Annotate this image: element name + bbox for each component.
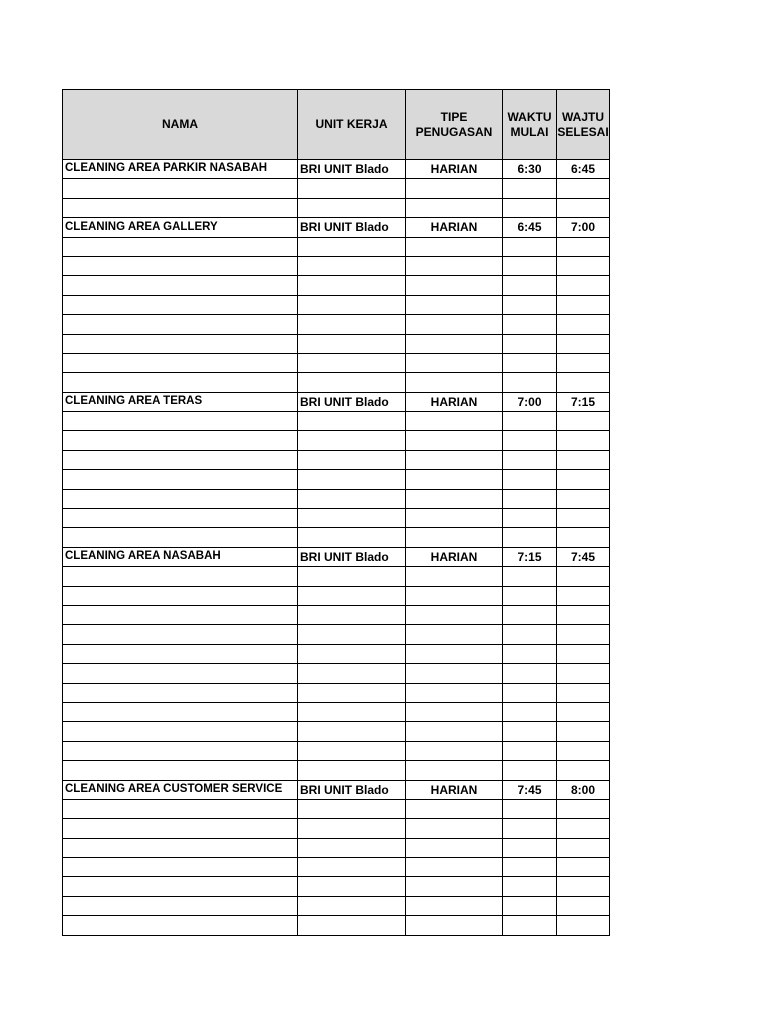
empty-cell[interactable] [298, 799, 406, 818]
empty-cell[interactable] [503, 334, 557, 353]
blank-row [63, 819, 610, 838]
task-waktu-mulai[interactable]: 6:45 [503, 218, 557, 237]
blank-row [63, 858, 610, 877]
task-name[interactable]: CLEANING AREA CUSTOMER SERVICE [63, 780, 298, 799]
task-tipe-penugasan[interactable]: HARIAN [406, 547, 503, 566]
empty-cell[interactable] [406, 605, 503, 624]
empty-cell[interactable] [503, 567, 557, 586]
empty-cell[interactable] [503, 237, 557, 256]
empty-cell[interactable] [503, 256, 557, 275]
blank-row [63, 644, 610, 663]
empty-cell[interactable] [503, 664, 557, 683]
empty-cell[interactable] [63, 276, 298, 295]
empty-cell[interactable] [503, 528, 557, 547]
blank-row [63, 722, 610, 741]
empty-cell[interactable] [406, 567, 503, 586]
task-waktu-selesai[interactable]: 7:45 [557, 547, 610, 566]
empty-cell[interactable] [298, 353, 406, 372]
empty-cell[interactable] [63, 237, 298, 256]
empty-cell[interactable] [503, 858, 557, 877]
empty-cell[interactable] [298, 761, 406, 780]
task-row [63, 160, 610, 179]
empty-cell[interactable] [406, 528, 503, 547]
empty-cell[interactable] [503, 799, 557, 818]
empty-cell[interactable] [503, 877, 557, 896]
empty-cell[interactable] [298, 838, 406, 857]
empty-cell[interactable] [503, 315, 557, 334]
task-name[interactable]: CLEANING AREA TERAS [63, 392, 298, 411]
empty-cell[interactable] [557, 528, 610, 547]
empty-cell[interactable] [298, 295, 406, 314]
task-name[interactable]: CLEANING AREA NASABAH [63, 547, 298, 566]
empty-cell[interactable] [503, 295, 557, 314]
empty-cell[interactable] [298, 450, 406, 469]
empty-cell[interactable] [557, 896, 610, 915]
task-waktu-selesai[interactable]: 6:45 [557, 160, 610, 179]
empty-cell[interactable] [503, 179, 557, 198]
empty-cell[interactable] [503, 605, 557, 624]
empty-cell[interactable] [63, 373, 298, 392]
blank-row [63, 450, 610, 469]
empty-cell[interactable] [298, 431, 406, 450]
empty-cell[interactable] [406, 431, 503, 450]
header-row [63, 90, 610, 160]
blank-row [63, 509, 610, 528]
empty-cell[interactable] [406, 509, 503, 528]
empty-cell[interactable] [298, 586, 406, 605]
task-tipe-penugasan[interactable]: HARIAN [406, 780, 503, 799]
task-waktu-selesai[interactable]: 8:00 [557, 780, 610, 799]
empty-cell[interactable] [406, 489, 503, 508]
schedule-table [62, 89, 610, 936]
schedule-body [63, 160, 610, 936]
empty-cell[interactable] [557, 412, 610, 431]
empty-cell[interactable] [298, 198, 406, 217]
empty-cell[interactable] [63, 799, 298, 818]
empty-cell[interactable] [557, 315, 610, 334]
empty-cell[interactable] [406, 625, 503, 644]
empty-cell[interactable] [63, 295, 298, 314]
empty-cell[interactable] [557, 334, 610, 353]
empty-cell[interactable] [503, 509, 557, 528]
task-waktu-mulai[interactable]: 7:45 [503, 780, 557, 799]
empty-cell[interactable] [503, 470, 557, 489]
header-unit-kerja: UNIT KERJA [298, 90, 406, 160]
empty-cell[interactable] [503, 683, 557, 702]
empty-cell[interactable] [63, 838, 298, 857]
blank-row [63, 586, 610, 605]
empty-cell[interactable] [298, 179, 406, 198]
empty-cell[interactable] [503, 916, 557, 935]
empty-cell[interactable] [298, 276, 406, 295]
empty-cell[interactable] [298, 605, 406, 624]
task-tipe-penugasan[interactable]: HARIAN [406, 160, 503, 179]
empty-cell[interactable] [503, 722, 557, 741]
empty-cell[interactable] [298, 702, 406, 721]
empty-cell[interactable] [298, 315, 406, 334]
empty-cell[interactable] [406, 586, 503, 605]
header-waktu-mulai: WAKTU MULAI [503, 90, 557, 160]
empty-cell[interactable] [63, 916, 298, 935]
empty-cell[interactable] [63, 528, 298, 547]
empty-cell[interactable] [298, 722, 406, 741]
empty-cell[interactable] [503, 741, 557, 760]
task-unit-kerja[interactable]: BRI UNIT Blado [298, 160, 406, 179]
task-row [63, 392, 610, 411]
empty-cell[interactable] [406, 237, 503, 256]
empty-cell[interactable] [557, 256, 610, 275]
empty-cell[interactable] [63, 353, 298, 372]
empty-cell[interactable] [63, 315, 298, 334]
empty-cell[interactable] [298, 334, 406, 353]
task-name[interactable]: CLEANING AREA PARKIR NASABAH [63, 160, 298, 179]
empty-cell[interactable] [406, 702, 503, 721]
task-unit-kerja[interactable]: BRI UNIT Blado [298, 218, 406, 237]
empty-cell[interactable] [557, 295, 610, 314]
empty-cell[interactable] [557, 489, 610, 508]
empty-cell[interactable] [557, 625, 610, 644]
task-waktu-mulai[interactable]: 6:30 [503, 160, 557, 179]
empty-cell[interactable] [557, 819, 610, 838]
header-tipe-penugasan: TIPE PENUGASAN [406, 90, 503, 160]
empty-cell[interactable] [557, 353, 610, 372]
empty-cell[interactable] [503, 625, 557, 644]
empty-cell[interactable] [63, 334, 298, 353]
empty-cell[interactable] [298, 625, 406, 644]
empty-cell[interactable] [557, 761, 610, 780]
empty-cell[interactable] [63, 664, 298, 683]
empty-cell[interactable] [557, 838, 610, 857]
empty-cell[interactable] [503, 838, 557, 857]
empty-cell[interactable] [406, 315, 503, 334]
blank-row [63, 761, 610, 780]
empty-cell[interactable] [557, 916, 610, 935]
empty-cell[interactable] [63, 702, 298, 721]
empty-cell[interactable] [298, 509, 406, 528]
task-row [63, 547, 610, 566]
empty-cell[interactable] [503, 489, 557, 508]
empty-cell[interactable] [63, 586, 298, 605]
empty-cell[interactable] [557, 799, 610, 818]
empty-cell[interactable] [298, 567, 406, 586]
empty-cell[interactable] [298, 858, 406, 877]
blank-row [63, 334, 610, 353]
empty-cell[interactable] [503, 761, 557, 780]
empty-cell[interactable] [298, 373, 406, 392]
empty-cell[interactable] [557, 237, 610, 256]
empty-cell[interactable] [557, 586, 610, 605]
empty-cell[interactable] [557, 605, 610, 624]
empty-cell[interactable] [557, 702, 610, 721]
empty-cell[interactable] [406, 353, 503, 372]
empty-cell[interactable] [557, 431, 610, 450]
blank-row [63, 353, 610, 372]
empty-cell[interactable] [63, 431, 298, 450]
empty-cell[interactable] [406, 470, 503, 489]
empty-cell[interactable] [406, 838, 503, 857]
empty-cell[interactable] [406, 276, 503, 295]
empty-cell[interactable] [63, 605, 298, 624]
empty-cell[interactable] [63, 858, 298, 877]
empty-cell[interactable] [557, 741, 610, 760]
blank-row [63, 799, 610, 818]
blank-row [63, 916, 610, 935]
empty-cell[interactable] [406, 334, 503, 353]
empty-cell[interactable] [406, 819, 503, 838]
task-waktu-selesai[interactable]: 7:00 [557, 218, 610, 237]
blank-row [63, 896, 610, 915]
empty-cell[interactable] [63, 509, 298, 528]
task-tipe-penugasan[interactable]: HARIAN [406, 218, 503, 237]
empty-cell[interactable] [557, 858, 610, 877]
empty-cell[interactable] [557, 470, 610, 489]
empty-cell[interactable] [503, 431, 557, 450]
empty-cell[interactable] [406, 256, 503, 275]
empty-cell[interactable] [63, 877, 298, 896]
empty-cell[interactable] [63, 198, 298, 217]
empty-cell[interactable] [63, 412, 298, 431]
task-unit-kerja[interactable]: BRI UNIT Blado [298, 547, 406, 566]
blank-row [63, 528, 610, 547]
blank-row [63, 412, 610, 431]
empty-cell[interactable] [557, 276, 610, 295]
empty-cell[interactable] [63, 470, 298, 489]
empty-cell[interactable] [503, 353, 557, 372]
empty-cell[interactable] [298, 528, 406, 547]
empty-cell[interactable] [503, 819, 557, 838]
header-nama: NAMA [63, 90, 298, 160]
blank-row [63, 237, 610, 256]
empty-cell[interactable] [503, 198, 557, 217]
empty-cell[interactable] [557, 664, 610, 683]
empty-cell[interactable] [557, 198, 610, 217]
empty-cell[interactable] [503, 586, 557, 605]
task-waktu-mulai[interactable]: 7:15 [503, 547, 557, 566]
empty-cell[interactable] [63, 489, 298, 508]
blank-row [63, 741, 610, 760]
empty-cell[interactable] [298, 916, 406, 935]
empty-cell[interactable] [406, 644, 503, 663]
empty-cell[interactable] [298, 644, 406, 663]
empty-cell[interactable] [557, 683, 610, 702]
empty-cell[interactable] [63, 819, 298, 838]
empty-cell[interactable] [406, 896, 503, 915]
empty-cell[interactable] [557, 509, 610, 528]
blank-row [63, 470, 610, 489]
empty-cell[interactable] [557, 644, 610, 663]
blank-row [63, 295, 610, 314]
blank-row [63, 431, 610, 450]
task-waktu-selesai[interactable]: 7:15 [557, 392, 610, 411]
empty-cell[interactable] [406, 373, 503, 392]
empty-cell[interactable] [503, 644, 557, 663]
empty-cell[interactable] [503, 276, 557, 295]
empty-cell[interactable] [406, 799, 503, 818]
empty-cell[interactable] [503, 896, 557, 915]
blank-row [63, 276, 610, 295]
empty-cell[interactable] [298, 819, 406, 838]
empty-cell[interactable] [406, 179, 503, 198]
empty-cell[interactable] [298, 489, 406, 508]
empty-cell[interactable] [406, 198, 503, 217]
empty-cell[interactable] [557, 179, 610, 198]
task-unit-kerja[interactable]: BRI UNIT Blado [298, 780, 406, 799]
blank-row [63, 567, 610, 586]
empty-cell[interactable] [406, 858, 503, 877]
empty-cell[interactable] [557, 722, 610, 741]
empty-cell[interactable] [557, 567, 610, 586]
empty-cell[interactable] [63, 625, 298, 644]
empty-cell[interactable] [63, 896, 298, 915]
empty-cell[interactable] [406, 877, 503, 896]
empty-cell[interactable] [298, 470, 406, 489]
empty-cell[interactable] [406, 741, 503, 760]
blank-row [63, 683, 610, 702]
empty-cell[interactable] [63, 761, 298, 780]
empty-cell[interactable] [406, 916, 503, 935]
empty-cell[interactable] [557, 373, 610, 392]
empty-cell[interactable] [406, 761, 503, 780]
empty-cell[interactable] [63, 741, 298, 760]
empty-cell[interactable] [406, 664, 503, 683]
empty-cell[interactable] [503, 412, 557, 431]
empty-cell[interactable] [298, 412, 406, 431]
empty-cell[interactable] [63, 683, 298, 702]
task-tipe-penugasan[interactable]: HARIAN [406, 392, 503, 411]
empty-cell[interactable] [503, 373, 557, 392]
blank-row [63, 664, 610, 683]
empty-cell[interactable] [63, 179, 298, 198]
blank-row [63, 702, 610, 721]
blank-row [63, 373, 610, 392]
empty-cell[interactable] [298, 896, 406, 915]
empty-cell[interactable] [503, 450, 557, 469]
empty-cell[interactable] [557, 450, 610, 469]
empty-cell[interactable] [406, 683, 503, 702]
empty-cell[interactable] [63, 644, 298, 663]
task-row [63, 218, 610, 237]
empty-cell[interactable] [503, 702, 557, 721]
empty-cell[interactable] [298, 741, 406, 760]
task-unit-kerja[interactable]: BRI UNIT Blado [298, 392, 406, 411]
empty-cell[interactable] [298, 877, 406, 896]
blank-row [63, 838, 610, 857]
empty-cell[interactable] [298, 664, 406, 683]
empty-cell[interactable] [406, 450, 503, 469]
empty-cell[interactable] [298, 683, 406, 702]
header-waktu-selesai: WAJTU SELESAI [557, 90, 610, 160]
blank-row [63, 179, 610, 198]
task-name[interactable]: CLEANING AREA GALLERY [63, 218, 298, 237]
empty-cell[interactable] [406, 295, 503, 314]
empty-cell[interactable] [63, 567, 298, 586]
empty-cell[interactable] [557, 877, 610, 896]
blank-row [63, 315, 610, 334]
empty-cell[interactable] [63, 450, 298, 469]
blank-row [63, 605, 610, 624]
empty-cell[interactable] [63, 722, 298, 741]
empty-cell[interactable] [406, 412, 503, 431]
task-row [63, 780, 610, 799]
blank-row [63, 198, 610, 217]
empty-cell[interactable] [298, 256, 406, 275]
task-waktu-mulai[interactable]: 7:00 [503, 392, 557, 411]
empty-cell[interactable] [63, 256, 298, 275]
empty-cell[interactable] [298, 237, 406, 256]
blank-row [63, 625, 610, 644]
blank-row [63, 256, 610, 275]
blank-row [63, 877, 610, 896]
empty-cell[interactable] [406, 722, 503, 741]
blank-row [63, 489, 610, 508]
